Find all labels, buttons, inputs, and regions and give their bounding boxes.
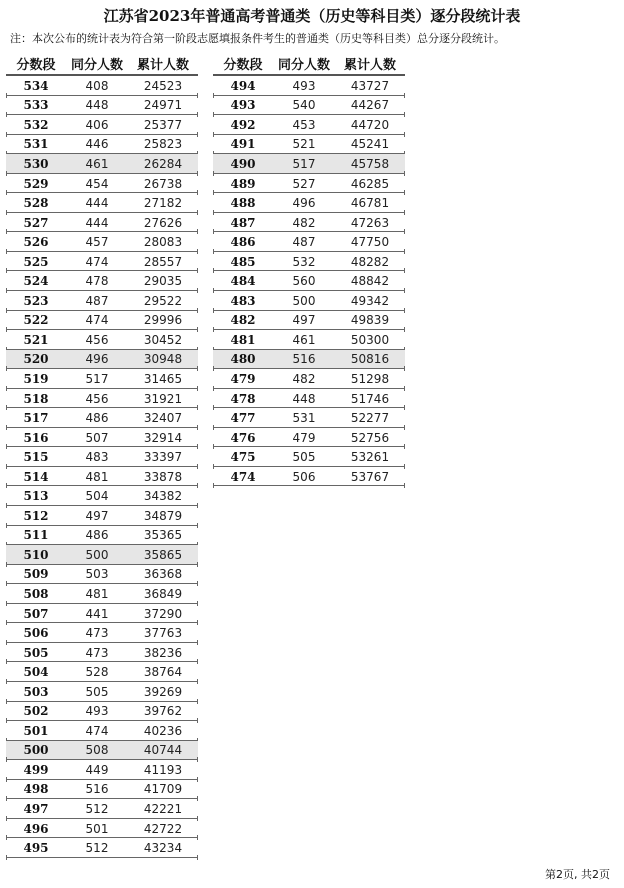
- cumulative-cell: 26738: [143, 176, 183, 191]
- count-cell: 504: [85, 489, 109, 504]
- table-row: [6, 76, 198, 96]
- count-cell: 474: [85, 254, 109, 269]
- table-row: [6, 447, 198, 467]
- count-cell: 441: [85, 606, 109, 621]
- score-cell: 504: [23, 665, 49, 680]
- cumulative-cell: 29035: [143, 274, 183, 289]
- count-cell: 448: [292, 391, 316, 406]
- count-cell: 444: [85, 196, 109, 211]
- count-cell: 457: [85, 235, 109, 250]
- table-row: [6, 291, 198, 311]
- score-cell: 490: [230, 156, 256, 171]
- table-row: [6, 702, 198, 722]
- cumulative-cell: 28083: [143, 235, 183, 250]
- cumulative-cell: 27182: [143, 196, 183, 211]
- table-row: [6, 584, 198, 604]
- table-row: [213, 447, 405, 467]
- cumulative-cell: 34382: [143, 489, 183, 504]
- count-cell: 446: [85, 137, 109, 152]
- cumulative-cell: 45241: [350, 137, 390, 152]
- score-cell: 525: [23, 254, 49, 269]
- count-cell: 517: [85, 371, 109, 386]
- cumulative-cell: 53767: [350, 469, 390, 484]
- cumulative-cell: 42722: [143, 821, 183, 836]
- cumulative-cell: 48842: [350, 274, 390, 289]
- table-row: [6, 135, 198, 155]
- count-cell: 505: [292, 450, 316, 465]
- score-cell: 487: [230, 215, 256, 230]
- count-cell: 501: [85, 821, 109, 836]
- count-cell: 486: [85, 528, 109, 543]
- score-cell: 483: [230, 293, 256, 308]
- cumulative-cell: 38764: [143, 665, 183, 680]
- score-cell: 512: [23, 508, 49, 523]
- cumulative-cell: 29522: [143, 293, 183, 308]
- table-header: [6, 52, 198, 76]
- cumulative-cell: 30948: [143, 352, 183, 367]
- table-row: [6, 506, 198, 526]
- count-cell: 521: [292, 137, 316, 152]
- score-table-right: [213, 52, 405, 486]
- score-cell: 509: [23, 567, 49, 582]
- page-title: 江苏省2023年普通高考普通类（历史等科目类）逐分段统计表: [103, 7, 521, 25]
- count-cell: 505: [85, 684, 109, 699]
- cumulative-cell: 40236: [143, 723, 183, 738]
- cumulative-cell: 37290: [143, 606, 183, 621]
- table-row: [6, 193, 198, 213]
- table-row: [213, 350, 405, 370]
- header-score: 分数段: [223, 57, 263, 73]
- count-cell: 461: [292, 332, 316, 347]
- cumulative-cell: 47263: [350, 215, 390, 230]
- cumulative-cell: 42221: [143, 802, 183, 816]
- count-cell: 531: [292, 411, 316, 426]
- score-cell: 499: [23, 762, 49, 777]
- count-cell: 444: [85, 215, 109, 230]
- score-cell: 478: [230, 391, 256, 406]
- cumulative-cell: 44267: [350, 98, 390, 113]
- count-cell: 449: [85, 762, 109, 777]
- cumulative-cell: 43727: [350, 78, 390, 93]
- count-cell: 496: [292, 196, 316, 211]
- table-row: [6, 154, 198, 174]
- score-cell: 516: [23, 430, 49, 445]
- score-cell: 519: [23, 371, 49, 386]
- table-row: [6, 565, 198, 585]
- table-row: [213, 467, 405, 487]
- cumulative-cell: 53261: [350, 450, 390, 465]
- score-cell: 479: [230, 371, 256, 386]
- count-cell: 461: [85, 156, 109, 171]
- count-cell: 482: [292, 371, 316, 386]
- table-row: [213, 115, 405, 135]
- score-cell: 498: [23, 782, 49, 797]
- count-cell: 527: [292, 176, 316, 191]
- score-cell: 506: [23, 626, 49, 641]
- count-cell: 496: [85, 352, 109, 367]
- score-cell: 494: [230, 78, 256, 93]
- cumulative-cell: 26284: [143, 156, 183, 171]
- count-cell: 507: [85, 430, 109, 445]
- score-cell: 530: [23, 156, 49, 171]
- cumulative-cell: 35365: [143, 528, 183, 543]
- score-cell: 486: [230, 235, 256, 250]
- table-row: [6, 780, 198, 800]
- count-cell: 474: [85, 723, 109, 738]
- table-row: [6, 115, 198, 135]
- count-cell: 532: [292, 254, 316, 269]
- table-row: [6, 96, 198, 116]
- cumulative-cell: 43234: [143, 841, 183, 856]
- count-cell: 481: [85, 469, 109, 484]
- score-cell: 492: [230, 117, 256, 132]
- score-cell: 497: [23, 802, 49, 816]
- table-row: [6, 252, 198, 272]
- count-cell: 500: [85, 547, 109, 562]
- table-row: [6, 604, 198, 624]
- count-cell: 560: [292, 274, 316, 289]
- count-cell: 486: [85, 411, 109, 426]
- table-row: [213, 232, 405, 252]
- count-cell: 500: [292, 293, 316, 308]
- score-cell: 513: [23, 489, 49, 504]
- count-cell: 481: [85, 586, 109, 601]
- header-cumulative: 累计人数: [136, 57, 189, 73]
- table-row: [213, 96, 405, 116]
- cumulative-cell: 49342: [350, 293, 390, 308]
- cumulative-cell: 51298: [350, 371, 390, 386]
- score-cell: 488: [230, 196, 256, 211]
- score-cell: 491: [230, 137, 256, 152]
- count-cell: 540: [292, 98, 316, 113]
- table-row: [6, 350, 198, 370]
- table-row: [6, 662, 198, 682]
- score-cell: 477: [230, 411, 256, 426]
- score-cell: 515: [23, 450, 49, 465]
- score-cell: 520: [23, 352, 49, 367]
- cumulative-cell: 40744: [143, 743, 183, 758]
- table-row: [6, 643, 198, 663]
- cumulative-cell: 31921: [143, 391, 183, 406]
- count-cell: 512: [85, 802, 109, 816]
- header-count: 同分人数: [70, 57, 123, 73]
- score-cell: 532: [23, 117, 49, 132]
- score-cell: 481: [230, 332, 256, 347]
- count-cell: 516: [292, 352, 316, 367]
- score-cell: 474: [230, 469, 256, 484]
- count-cell: 493: [292, 78, 316, 93]
- count-cell: 516: [85, 782, 109, 797]
- cumulative-cell: 30452: [143, 332, 183, 347]
- table-row: [6, 486, 198, 506]
- table-row: [6, 467, 198, 487]
- table-row: [6, 271, 198, 291]
- count-cell: 497: [85, 508, 109, 523]
- table-row: [213, 291, 405, 311]
- score-cell: 518: [23, 391, 49, 406]
- table-row: [6, 408, 198, 428]
- cumulative-cell: 50816: [350, 352, 390, 367]
- header-score: 分数段: [16, 57, 56, 73]
- table-row: [6, 838, 198, 858]
- table-row: [6, 213, 198, 233]
- cumulative-cell: 32914: [143, 430, 183, 445]
- table-row: [213, 408, 405, 428]
- count-cell: 456: [85, 391, 109, 406]
- cumulative-cell: 46781: [350, 196, 390, 211]
- table-row: [6, 174, 198, 194]
- score-cell: 507: [23, 606, 49, 621]
- row-tick: [197, 855, 198, 860]
- cumulative-cell: 50300: [350, 332, 390, 347]
- count-cell: 479: [292, 430, 316, 445]
- count-cell: 503: [85, 567, 109, 582]
- cumulative-cell: 48282: [350, 254, 390, 269]
- table-body-left: [6, 76, 198, 858]
- count-cell: 483: [85, 450, 109, 465]
- count-cell: 508: [85, 743, 109, 758]
- page-number: 第2页, 共2页: [545, 868, 610, 881]
- count-cell: 493: [85, 704, 109, 719]
- score-cell: 480: [230, 352, 256, 367]
- table-row: [6, 232, 198, 252]
- table-row: [6, 428, 198, 448]
- cumulative-cell: 33878: [143, 469, 183, 484]
- cumulative-cell: 34879: [143, 508, 183, 523]
- score-cell: 505: [23, 645, 49, 660]
- score-cell: 501: [23, 723, 49, 738]
- count-cell: 517: [292, 156, 316, 171]
- score-cell: 500: [23, 743, 49, 758]
- score-cell: 526: [23, 235, 49, 250]
- cumulative-cell: 41193: [143, 762, 183, 777]
- table-row: [6, 819, 198, 839]
- score-cell: 496: [23, 821, 49, 836]
- cumulative-cell: 32407: [143, 411, 183, 426]
- count-cell: 497: [292, 313, 316, 328]
- score-cell: 510: [23, 547, 49, 562]
- table-row: [213, 76, 405, 96]
- count-cell: 408: [85, 78, 109, 93]
- cumulative-cell: 52756: [350, 430, 390, 445]
- cumulative-cell: 25377: [143, 117, 183, 132]
- table-row: [6, 369, 198, 389]
- table-note: 注：本次公布的统计表为符合第一阶段志愿填报条件考生的普通类（历史等科目类）总分逐分段统计。: [10, 32, 505, 45]
- cumulative-cell: 44720: [350, 117, 390, 132]
- cumulative-cell: 36368: [143, 567, 183, 582]
- table-row: [6, 799, 198, 819]
- table-row: [6, 330, 198, 350]
- cumulative-cell: 29996: [143, 313, 183, 328]
- table-row: [6, 741, 198, 761]
- table-row: [213, 135, 405, 155]
- cumulative-cell: 27626: [143, 215, 183, 230]
- score-cell: 502: [23, 704, 49, 719]
- table-row: [6, 721, 198, 741]
- score-cell: 521: [23, 332, 49, 347]
- table-row: [213, 271, 405, 291]
- table-row: [6, 760, 198, 780]
- score-cell: 524: [23, 274, 49, 289]
- cumulative-cell: 47750: [350, 235, 390, 250]
- score-cell: 533: [23, 98, 49, 113]
- cumulative-cell: 39269: [143, 684, 183, 699]
- score-cell: 528: [23, 196, 49, 211]
- table-row: [6, 682, 198, 702]
- cumulative-cell: 49839: [350, 313, 390, 328]
- score-cell: 493: [230, 98, 256, 113]
- cumulative-cell: 24523: [143, 78, 183, 93]
- score-table-left: [6, 52, 198, 858]
- cumulative-cell: 38236: [143, 645, 183, 660]
- table-body-right: [213, 76, 405, 486]
- score-cell: 495: [23, 841, 49, 856]
- count-cell: 456: [85, 332, 109, 347]
- table-row: [213, 193, 405, 213]
- table-row: [213, 154, 405, 174]
- table-row: [6, 545, 198, 565]
- count-cell: 506: [292, 469, 316, 484]
- count-cell: 473: [85, 645, 109, 660]
- table-header: [213, 52, 405, 76]
- score-cell: 485: [230, 254, 256, 269]
- count-cell: 473: [85, 626, 109, 641]
- cumulative-cell: 33397: [143, 450, 183, 465]
- table-row: [213, 311, 405, 331]
- cumulative-cell: 31465: [143, 371, 183, 386]
- table-row: [6, 623, 198, 643]
- count-cell: 487: [85, 293, 109, 308]
- count-cell: 454: [85, 176, 109, 191]
- score-cell: 529: [23, 176, 49, 191]
- count-cell: 406: [85, 117, 109, 132]
- table-row: [213, 213, 405, 233]
- score-cell: 531: [23, 137, 49, 152]
- table-row: [6, 526, 198, 546]
- header-cumulative: 累计人数: [343, 57, 396, 73]
- table-row: [213, 389, 405, 409]
- score-cell: 475: [230, 450, 256, 465]
- score-cell: 476: [230, 430, 256, 445]
- cumulative-cell: 24971: [143, 98, 183, 113]
- score-cell: 503: [23, 684, 49, 699]
- cumulative-cell: 37763: [143, 626, 183, 641]
- table-row: [213, 252, 405, 272]
- header-count: 同分人数: [277, 57, 330, 73]
- cumulative-cell: 28557: [143, 254, 183, 269]
- count-cell: 512: [85, 841, 109, 856]
- cumulative-cell: 25823: [143, 137, 183, 152]
- score-cell: 523: [23, 293, 49, 308]
- score-cell: 514: [23, 469, 49, 484]
- score-cell: 482: [230, 313, 256, 328]
- cumulative-cell: 45758: [350, 156, 390, 171]
- table-row: [6, 389, 198, 409]
- table-row: [213, 369, 405, 389]
- cumulative-cell: 36849: [143, 586, 183, 601]
- table-row: [213, 428, 405, 448]
- score-cell: 534: [23, 78, 49, 93]
- cumulative-cell: 51746: [350, 391, 390, 406]
- count-cell: 453: [292, 117, 316, 132]
- count-cell: 474: [85, 313, 109, 328]
- score-cell: 517: [23, 411, 49, 426]
- cumulative-cell: 35865: [143, 547, 183, 562]
- cumulative-cell: 52277: [350, 411, 390, 426]
- table-row: [6, 311, 198, 331]
- count-cell: 448: [85, 98, 109, 113]
- score-cell: 527: [23, 215, 49, 230]
- count-cell: 482: [292, 215, 316, 230]
- count-cell: 487: [292, 235, 316, 250]
- count-cell: 478: [85, 274, 109, 289]
- table-row: [213, 174, 405, 194]
- row-tick: [404, 483, 405, 488]
- count-cell: 528: [85, 665, 109, 680]
- cumulative-cell: 39762: [143, 704, 183, 719]
- cumulative-cell: 41709: [143, 782, 183, 797]
- score-cell: 508: [23, 586, 49, 601]
- score-cell: 489: [230, 176, 256, 191]
- cumulative-cell: 46285: [350, 176, 390, 191]
- score-cell: 522: [23, 313, 49, 328]
- table-row: [213, 330, 405, 350]
- score-cell: 484: [230, 274, 256, 289]
- score-cell: 511: [23, 528, 49, 543]
